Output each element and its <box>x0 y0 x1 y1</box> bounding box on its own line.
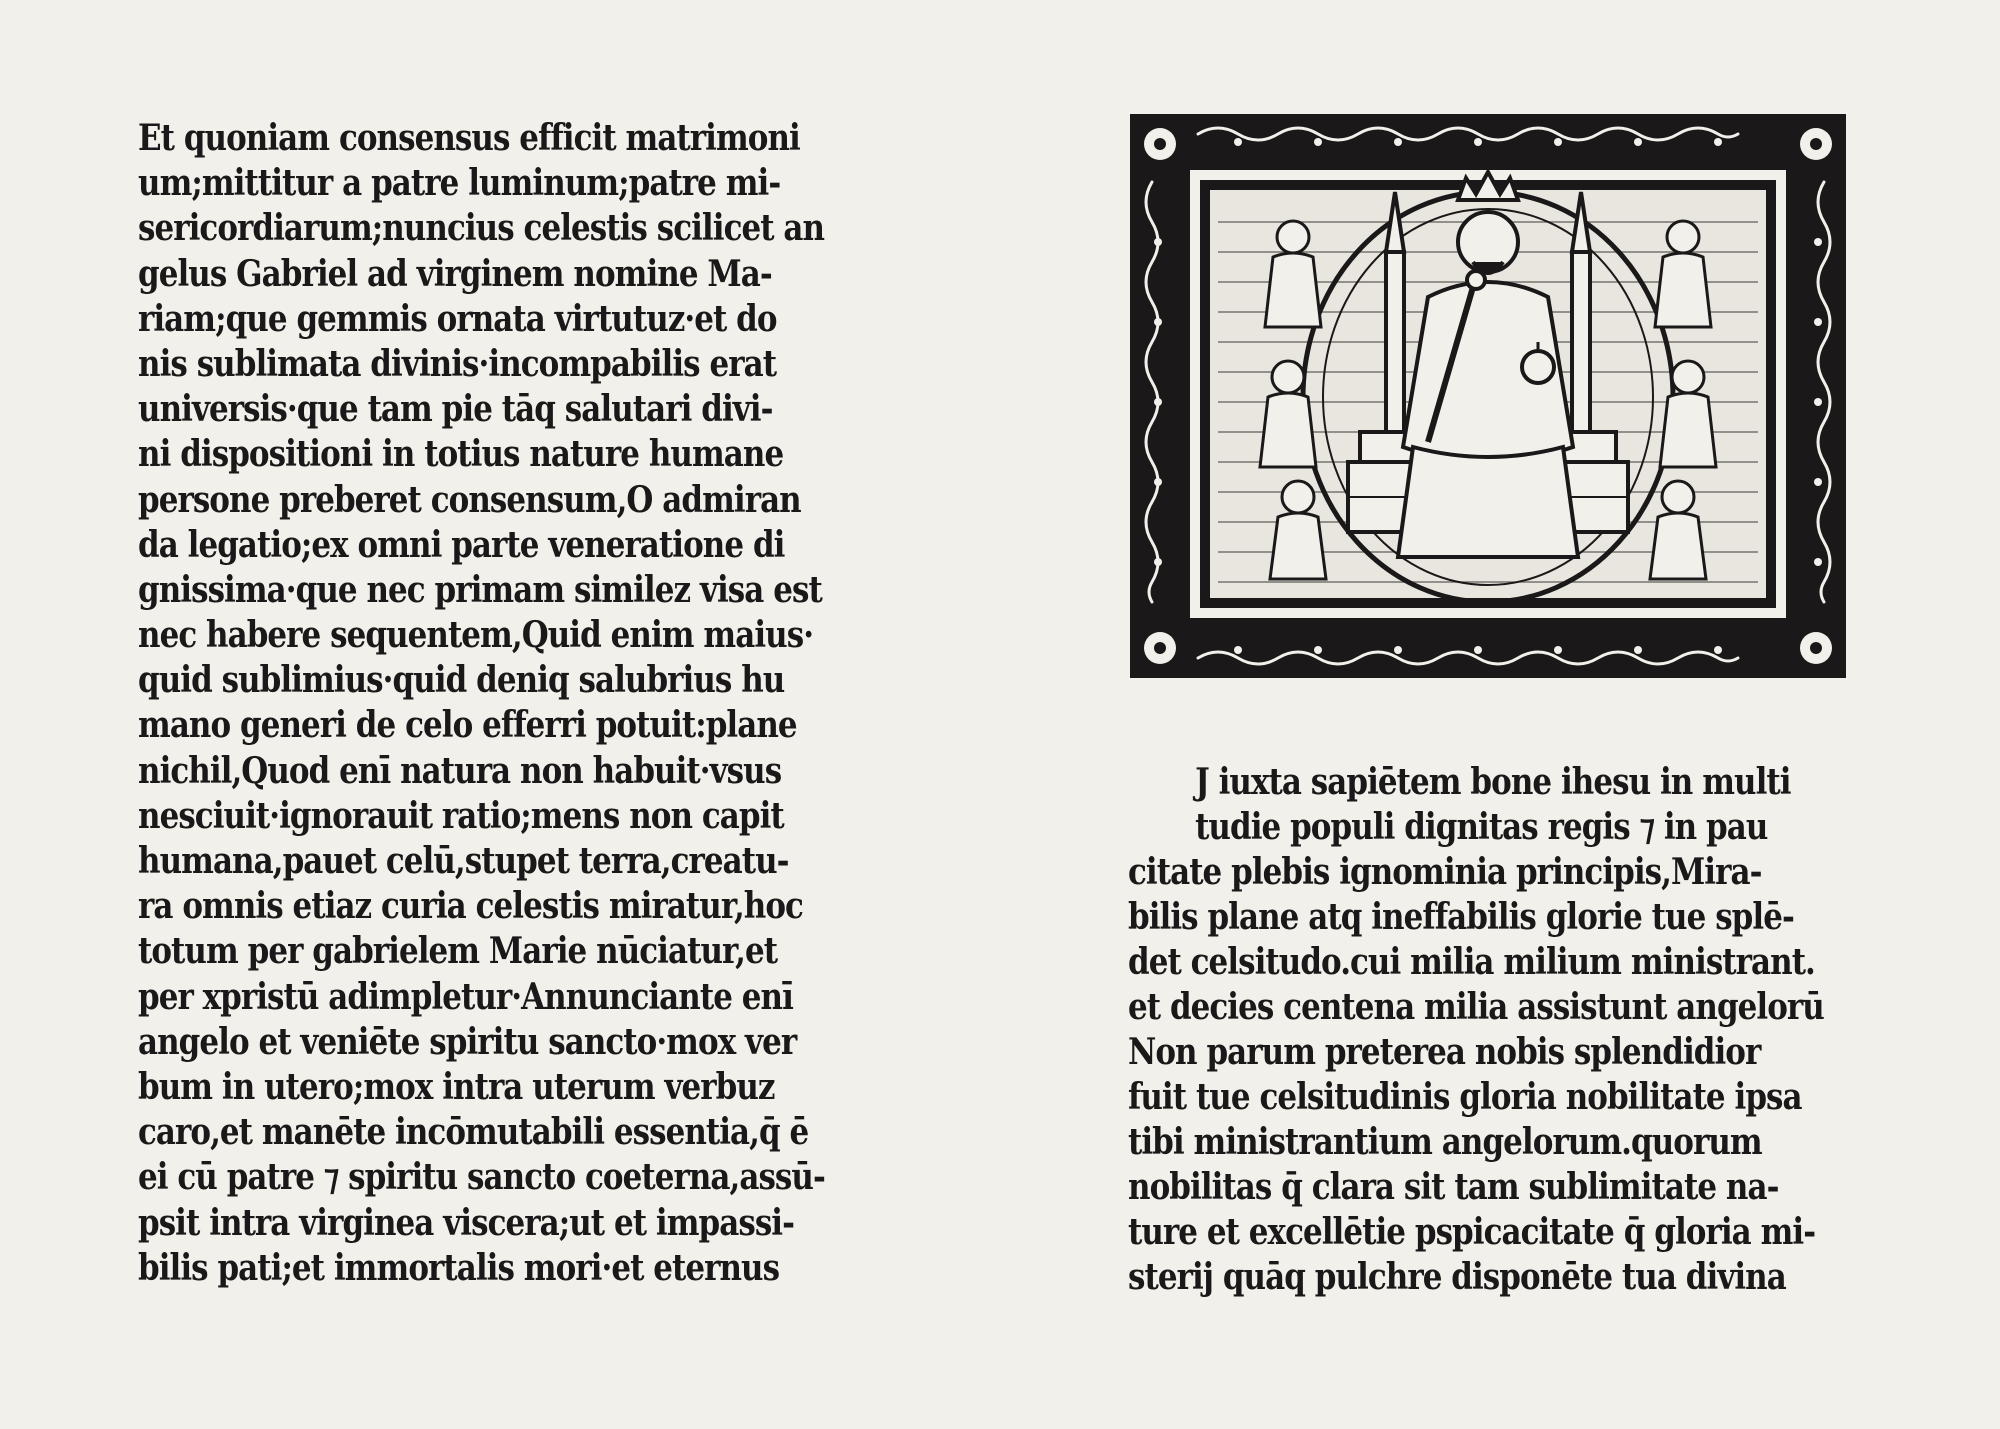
text-line: gnissima·que nec primam similez visa est <box>138 568 822 611</box>
text-line: Et quoniam consensus efficit matrimoni <box>138 117 800 159</box>
text-line: tudie populi dignitas regis ⁊ in pau <box>1195 806 1768 848</box>
text-line: humana,pauet celū,stupet terra,creatu- <box>138 840 789 882</box>
text-line: angelo et veniēte spiritu sancto·mox ver <box>138 1020 797 1063</box>
text-line: nichil,Quod enī natura non habuit·vsus <box>138 749 782 792</box>
text-line: tibi ministrantium angelorum.quorum <box>1128 1121 1762 1163</box>
text-line: ra omnis etiaz curia celestis miratur,hoc <box>138 885 803 928</box>
text-line: quid sublimius·quid deniq salubrius hu <box>138 659 785 702</box>
text-line: citate plebis ignominia principis,Mira- <box>1128 851 1762 893</box>
text-line: totum per gabrielem Marie nūciatur,et <box>138 930 778 973</box>
text-line: um;mittitur a patre luminum;patre mi- <box>138 162 781 205</box>
text-line: persone preberet consensum,O admiran <box>138 478 801 521</box>
left-text-column <box>138 116 863 1291</box>
text-line: det celsitudo.cui milia milium ministrant. <box>1128 941 1815 983</box>
text-line: universis·que tam pie tāq salutari divi- <box>138 388 773 431</box>
text-line: sericordiarum;nuncius celestis scilicet an <box>138 207 825 250</box>
text-line: riam;que gemmis ornata virtutuz·et do <box>138 297 777 340</box>
text-line: fuit tue celsitudinis gloria nobilitate ipsa <box>1128 1076 1802 1118</box>
text-line: et decies centena milia assistunt angelorū <box>1128 986 1824 1028</box>
text-line: mano generi de celo efferri potuit:plane <box>138 704 797 747</box>
woodcut-illustration <box>1128 112 1848 680</box>
text-line: nesciuit·ignorauit ratio;mens non capit <box>138 794 784 837</box>
text-line: gelus Gabriel ad virginem nomine Ma- <box>138 252 772 295</box>
text-line: ni dispositioni in totius nature humane <box>138 433 784 476</box>
right-text-column <box>1128 760 1868 1300</box>
text-line: Non parum preterea nobis splendidior <box>1128 1031 1761 1073</box>
text-line: bilis pati;et immortalis mori·et eternus <box>138 1246 780 1289</box>
text-line: nis sublimata divinis·incompabilis erat <box>138 342 777 385</box>
text-line: nec habere sequentem,Quid enim maius· <box>138 614 814 657</box>
text-line: bilis plane atq ineffabilis glorie tue splē- <box>1128 896 1794 938</box>
text-line: J iuxta sapiētem bone ihesu in multi <box>1195 761 1791 803</box>
text-line: nobilitas q̄ clara sit tam sublimitate na- <box>1128 1166 1779 1208</box>
text-line: bum in utero;mox intra uterum verbuz <box>138 1065 775 1108</box>
text-line: caro,et manēte incōmutabili essentia,q̄ ē <box>138 1111 809 1154</box>
text-line: sterij quāq pulchre disponēte tua divina <box>1128 1256 1786 1298</box>
text-line: ei cū patre ⁊ spiritu sancto coeterna,assū- <box>138 1156 825 1199</box>
text-line: psit intra virginea viscera;ut et impassi- <box>138 1201 795 1244</box>
text-line: per xpristū adimpletur·Annunciante enī <box>138 975 793 1018</box>
text-line: da legatio;ex omni parte veneratione di <box>138 523 785 566</box>
text-line: ture et excellētie pspicacitate q̄ gloria mi- <box>1128 1211 1816 1253</box>
